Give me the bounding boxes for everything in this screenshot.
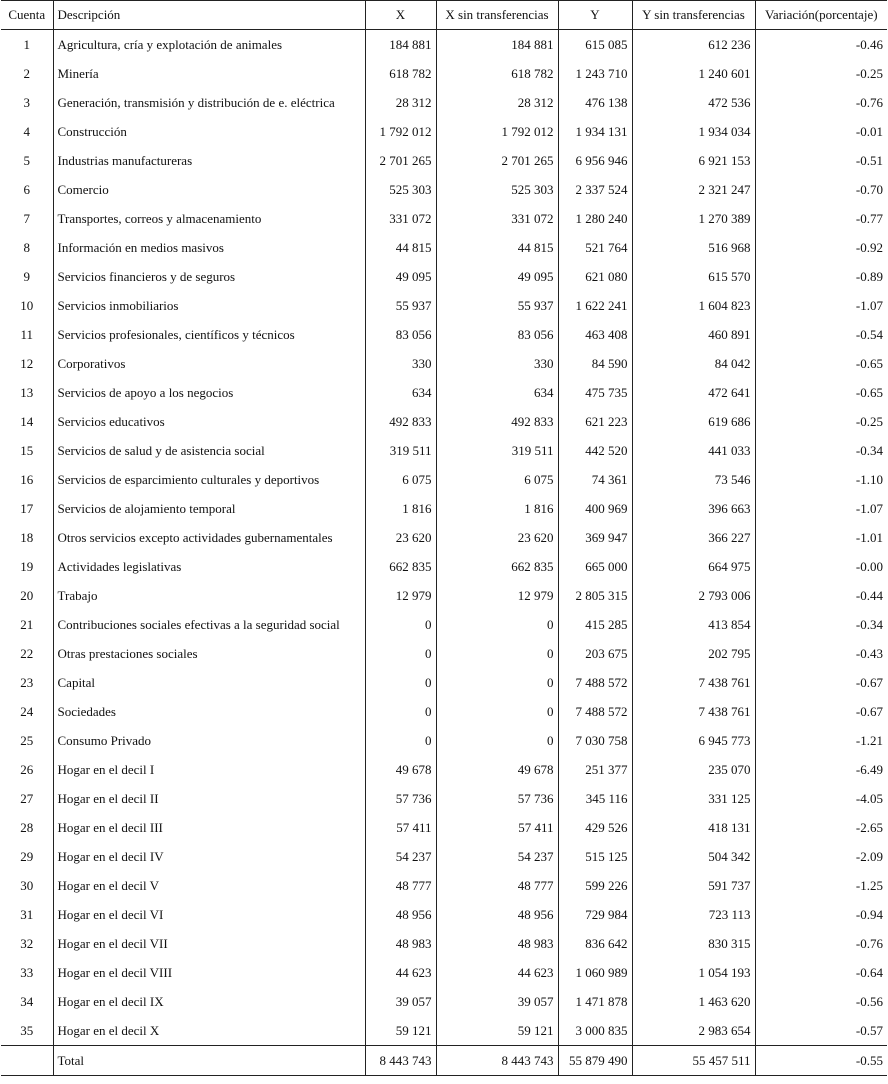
- cell-variacion: -0.57: [755, 1016, 887, 1046]
- total-row: [1, 1046, 887, 1076]
- cell-variacion: -1.07: [755, 494, 887, 523]
- table-row: [1, 697, 887, 726]
- cell-cuenta: 30: [20, 877, 34, 893]
- cell-cuenta: 26: [20, 761, 34, 777]
- cell-y-sin: 84 042: [632, 349, 755, 378]
- total-y-sin: 55 457 511: [632, 1046, 755, 1076]
- cell-variacion: -0.65: [755, 349, 887, 378]
- cell-cuenta: 35: [20, 1022, 34, 1038]
- cell-x-sin: 48 777: [436, 871, 558, 900]
- cell-x-sin: 28 312: [436, 88, 558, 117]
- table-row: [1, 59, 887, 88]
- cell-y-sin: 1 463 620: [632, 987, 755, 1016]
- table-row: [1, 30, 887, 60]
- cell-x: 44 623: [365, 958, 436, 987]
- cell-cuenta: 1: [23, 36, 30, 52]
- cell-y: 400 969: [558, 494, 632, 523]
- cell-cuenta: 10: [20, 297, 34, 313]
- cell-descripcion: Servicios financieros y de seguros: [53, 262, 365, 291]
- cell-cuenta: 32: [20, 935, 34, 951]
- cell-cuenta: 14: [20, 413, 34, 429]
- cell-variacion: -0.67: [755, 697, 887, 726]
- cell-descripcion: Otras prestaciones sociales: [53, 639, 365, 668]
- cell-descripcion: Servicios de esparcimiento culturales y deportivos: [53, 465, 365, 494]
- cell-descripcion: Hogar en el decil X: [53, 1016, 365, 1046]
- table-row: [1, 871, 887, 900]
- cell-cuenta: 31: [20, 906, 34, 922]
- cell-cuenta: 29: [20, 848, 34, 864]
- cell-y-sin: 6 921 153: [632, 146, 755, 175]
- cell-x: 55 937: [365, 291, 436, 320]
- cell-cuenta: 8: [23, 239, 30, 255]
- cell-x-sin: 1 816: [436, 494, 558, 523]
- cell-descripcion: Actividades legislativas: [53, 552, 365, 581]
- cell-y-sin: 418 131: [632, 813, 755, 842]
- cell-x-sin: 59 121: [436, 1016, 558, 1046]
- cell-variacion: -0.01: [755, 117, 887, 146]
- table-row: [1, 349, 887, 378]
- cell-variacion: -2.09: [755, 842, 887, 871]
- cell-x-sin: 525 303: [436, 175, 558, 204]
- cell-variacion: -1.07: [755, 291, 887, 320]
- cell-cuenta: 2: [23, 65, 30, 81]
- cell-y-sin: 591 737: [632, 871, 755, 900]
- cell-cuenta: 12: [20, 355, 34, 371]
- total-x: 8 443 743: [365, 1046, 436, 1076]
- cell-x: 330: [365, 349, 436, 378]
- cell-y: 2 337 524: [558, 175, 632, 204]
- cell-x: 0: [365, 610, 436, 639]
- cell-cuenta: 11: [20, 326, 34, 342]
- cell-y: 84 590: [558, 349, 632, 378]
- cell-variacion: -6.49: [755, 755, 887, 784]
- table-row: [1, 842, 887, 871]
- cell-y: 515 125: [558, 842, 632, 871]
- cell-variacion: -0.51: [755, 146, 887, 175]
- cell-x: 57 736: [365, 784, 436, 813]
- cell-y: 7 488 572: [558, 697, 632, 726]
- total-x-sin: 8 443 743: [436, 1046, 558, 1076]
- table-row: [1, 813, 887, 842]
- cell-cuenta: 13: [20, 384, 34, 400]
- cell-y-sin: 664 975: [632, 552, 755, 581]
- cell-x: 6 075: [365, 465, 436, 494]
- cell-x: 331 072: [365, 204, 436, 233]
- cell-x: 0: [365, 697, 436, 726]
- cell-y-sin: 619 686: [632, 407, 755, 436]
- cell-x: 54 237: [365, 842, 436, 871]
- cell-y: 475 735: [558, 378, 632, 407]
- cell-x-sin: 57 411: [436, 813, 558, 842]
- cell-y-sin: 235 070: [632, 755, 755, 784]
- table-row: [1, 117, 887, 146]
- cell-y: 1 280 240: [558, 204, 632, 233]
- cell-y: 7 488 572: [558, 668, 632, 697]
- cell-descripcion: Hogar en el decil IV: [53, 842, 365, 871]
- cell-x: 48 983: [365, 929, 436, 958]
- cell-cuenta: 16: [20, 471, 34, 487]
- cell-y-sin: 7 438 761: [632, 668, 755, 697]
- header-x: X: [365, 1, 436, 30]
- cell-x: 184 881: [365, 30, 436, 60]
- cell-descripcion: Consumo Privado: [53, 726, 365, 755]
- cell-cuenta: 9: [23, 268, 30, 284]
- header-descripcion: Descripción: [53, 1, 365, 30]
- cell-x-sin: 0: [436, 668, 558, 697]
- cell-cuenta: 22: [20, 645, 34, 661]
- cell-y: 521 764: [558, 233, 632, 262]
- cell-y-sin: 73 546: [632, 465, 755, 494]
- cell-x: 0: [365, 639, 436, 668]
- cell-x: 0: [365, 726, 436, 755]
- cell-x: 12 979: [365, 581, 436, 610]
- total-label: Total: [53, 1046, 365, 1076]
- cell-descripcion: Hogar en el decil VII: [53, 929, 365, 958]
- cell-descripcion: Servicios de apoyo a los negocios: [53, 378, 365, 407]
- cell-x-sin: 48 956: [436, 900, 558, 929]
- header-row: [1, 1, 887, 30]
- cell-variacion: -0.67: [755, 668, 887, 697]
- cell-descripcion: Hogar en el decil VI: [53, 900, 365, 929]
- cell-x-sin: 331 072: [436, 204, 558, 233]
- cell-y: 476 138: [558, 88, 632, 117]
- cell-x-sin: 319 511: [436, 436, 558, 465]
- cell-y: 251 377: [558, 755, 632, 784]
- cell-y: 442 520: [558, 436, 632, 465]
- cell-y: 74 361: [558, 465, 632, 494]
- cell-y: 1 934 131: [558, 117, 632, 146]
- cell-variacion: -0.76: [755, 929, 887, 958]
- cell-cuenta: 25: [20, 732, 34, 748]
- cell-variacion: -0.92: [755, 233, 887, 262]
- cell-descripcion: Minería: [53, 59, 365, 88]
- cell-x-sin: 1 792 012: [436, 117, 558, 146]
- cell-variacion: -0.34: [755, 436, 887, 465]
- table-row: [1, 639, 887, 668]
- cell-variacion: -0.43: [755, 639, 887, 668]
- cell-x: 525 303: [365, 175, 436, 204]
- cell-x: 83 056: [365, 320, 436, 349]
- cell-x: 49 095: [365, 262, 436, 291]
- cell-cuenta: 6: [23, 181, 30, 197]
- cell-descripcion: Hogar en el decil III: [53, 813, 365, 842]
- cell-x-sin: 0: [436, 697, 558, 726]
- cell-x-sin: 48 983: [436, 929, 558, 958]
- cell-cuenta: 24: [20, 703, 34, 719]
- cell-y-sin: 1 270 389: [632, 204, 755, 233]
- table-row: [1, 175, 887, 204]
- cell-x: 48 777: [365, 871, 436, 900]
- table-row: [1, 900, 887, 929]
- cell-cuenta: 4: [23, 123, 30, 139]
- cell-y: 621 080: [558, 262, 632, 291]
- cell-descripcion: Servicios profesionales, científicos y técnicos: [53, 320, 365, 349]
- cell-variacion: -0.25: [755, 59, 887, 88]
- table-row: [1, 1016, 887, 1046]
- cell-variacion: -1.10: [755, 465, 887, 494]
- table-row: [1, 407, 887, 436]
- cell-y-sin: 723 113: [632, 900, 755, 929]
- cell-descripcion: Construcción: [53, 117, 365, 146]
- cell-x: 662 835: [365, 552, 436, 581]
- header-x-sin: X sin transferencias: [436, 1, 558, 30]
- table-row: [1, 204, 887, 233]
- cell-y: 615 085: [558, 30, 632, 60]
- cell-y-sin: 830 315: [632, 929, 755, 958]
- cell-x: 618 782: [365, 59, 436, 88]
- header-cuenta: Cuenta: [1, 1, 53, 30]
- cell-cuenta: 27: [20, 790, 34, 806]
- cell-y: 1 622 241: [558, 291, 632, 320]
- cell-variacion: -0.94: [755, 900, 887, 929]
- cell-y-sin: 516 968: [632, 233, 755, 262]
- table-row: [1, 320, 887, 349]
- cell-y: 3 000 835: [558, 1016, 632, 1046]
- cell-y: 1 243 710: [558, 59, 632, 88]
- cell-variacion: -1.01: [755, 523, 887, 552]
- cell-x-sin: 83 056: [436, 320, 558, 349]
- cell-y-sin: 331 125: [632, 784, 755, 813]
- cell-y-sin: 2 983 654: [632, 1016, 755, 1046]
- table-row: [1, 958, 887, 987]
- table-row: [1, 465, 887, 494]
- cell-y-sin: 2 793 006: [632, 581, 755, 610]
- cell-y-sin: 366 227: [632, 523, 755, 552]
- cell-x-sin: 662 835: [436, 552, 558, 581]
- cell-x-sin: 57 736: [436, 784, 558, 813]
- cell-descripcion: Capital: [53, 668, 365, 697]
- cell-y: 621 223: [558, 407, 632, 436]
- cell-variacion: -1.25: [755, 871, 887, 900]
- cell-descripcion: Servicios inmobiliarios: [53, 291, 365, 320]
- cell-cuenta: 17: [20, 500, 34, 516]
- cell-cuenta: 20: [20, 587, 34, 603]
- table-row: [1, 668, 887, 697]
- data-table: [1, 0, 887, 1076]
- cell-y-sin: 615 570: [632, 262, 755, 291]
- table-row: [1, 88, 887, 117]
- cell-cuenta: 7: [23, 210, 30, 226]
- cell-x-sin: 492 833: [436, 407, 558, 436]
- total-variacion: -0.55: [755, 1046, 887, 1076]
- cell-variacion: -0.25: [755, 407, 887, 436]
- cell-cuenta: 15: [20, 442, 34, 458]
- cell-y: 729 984: [558, 900, 632, 929]
- cell-y-sin: 1 934 034: [632, 117, 755, 146]
- cell-x-sin: 23 620: [436, 523, 558, 552]
- cell-descripcion: Otros servicios excepto actividades gubernamentales: [53, 523, 365, 552]
- cell-y: 415 285: [558, 610, 632, 639]
- cell-cuenta: 18: [20, 529, 34, 545]
- cell-y-sin: 441 033: [632, 436, 755, 465]
- cell-x-sin: 330: [436, 349, 558, 378]
- cell-x: 0: [365, 668, 436, 697]
- cell-x: 1 792 012: [365, 117, 436, 146]
- cell-descripcion: Hogar en el decil IX: [53, 987, 365, 1016]
- table-row: [1, 581, 887, 610]
- cell-cuenta: 3: [23, 94, 30, 110]
- cell-x-sin: 44 623: [436, 958, 558, 987]
- cell-cuenta: 5: [23, 152, 30, 168]
- cell-x-sin: 49 678: [436, 755, 558, 784]
- table-row: [1, 494, 887, 523]
- cell-y: 369 947: [558, 523, 632, 552]
- cell-y-sin: 472 536: [632, 88, 755, 117]
- cell-variacion: -4.05: [755, 784, 887, 813]
- cell-cuenta: 28: [20, 819, 34, 835]
- cell-x-sin: 6 075: [436, 465, 558, 494]
- cell-y-sin: 413 854: [632, 610, 755, 639]
- cell-x: 2 701 265: [365, 146, 436, 175]
- table-row: [1, 523, 887, 552]
- total-y: 55 879 490: [558, 1046, 632, 1076]
- cell-y-sin: 2 321 247: [632, 175, 755, 204]
- cell-y-sin: 472 641: [632, 378, 755, 407]
- cell-y: 599 226: [558, 871, 632, 900]
- cell-x: 59 121: [365, 1016, 436, 1046]
- cell-x-sin: 0: [436, 726, 558, 755]
- cell-y: 665 000: [558, 552, 632, 581]
- cell-variacion: -0.44: [755, 581, 887, 610]
- cell-x: 319 511: [365, 436, 436, 465]
- cell-x: 39 057: [365, 987, 436, 1016]
- cell-variacion: -0.70: [755, 175, 887, 204]
- cell-y-sin: 202 795: [632, 639, 755, 668]
- cell-descripcion: Hogar en el decil I: [53, 755, 365, 784]
- table-row: [1, 784, 887, 813]
- cell-x-sin: 55 937: [436, 291, 558, 320]
- cell-x-sin: 618 782: [436, 59, 558, 88]
- cell-y-sin: 1 604 823: [632, 291, 755, 320]
- cell-descripcion: Comercio: [53, 175, 365, 204]
- cell-x: 634: [365, 378, 436, 407]
- cell-variacion: -1.21: [755, 726, 887, 755]
- header-variacion: Variación(porcentaje): [755, 1, 887, 30]
- cell-x-sin: 634: [436, 378, 558, 407]
- cell-descripcion: Servicios de alojamiento temporal: [53, 494, 365, 523]
- cell-descripcion: Contribuciones sociales efectivas a la seguridad social: [53, 610, 365, 639]
- cell-cuenta: 21: [20, 616, 34, 632]
- cell-descripcion: Industrias manufactureras: [53, 146, 365, 175]
- cell-variacion: -0.76: [755, 88, 887, 117]
- table-row: [1, 436, 887, 465]
- cell-cuenta: 19: [20, 558, 34, 574]
- cell-x-sin: 0: [436, 639, 558, 668]
- cell-x: 23 620: [365, 523, 436, 552]
- cell-x-sin: 2 701 265: [436, 146, 558, 175]
- header-y-sin: Y sin transferencias: [632, 1, 755, 30]
- header-y: Y: [558, 1, 632, 30]
- cell-variacion: -0.64: [755, 958, 887, 987]
- cell-x-sin: 49 095: [436, 262, 558, 291]
- cell-x-sin: 184 881: [436, 30, 558, 60]
- cell-y: 6 956 946: [558, 146, 632, 175]
- cell-variacion: -0.00: [755, 552, 887, 581]
- cell-y-sin: 6 945 773: [632, 726, 755, 755]
- cell-y: 429 526: [558, 813, 632, 842]
- cell-descripcion: Información en medios masivos: [53, 233, 365, 262]
- cell-y-sin: 7 438 761: [632, 697, 755, 726]
- cell-variacion: -0.46: [755, 30, 887, 60]
- cell-descripcion: Servicios de salud y de asistencia social: [53, 436, 365, 465]
- table-row: [1, 929, 887, 958]
- cell-y: 1 471 878: [558, 987, 632, 1016]
- table-row: [1, 378, 887, 407]
- table-row: [1, 552, 887, 581]
- table-row: [1, 755, 887, 784]
- cell-descripcion: Corporativos: [53, 349, 365, 378]
- cell-variacion: -0.65: [755, 378, 887, 407]
- cell-cuenta: 23: [20, 674, 34, 690]
- cell-y: 1 060 989: [558, 958, 632, 987]
- cell-y-sin: 1 054 193: [632, 958, 755, 987]
- cell-y: 2 805 315: [558, 581, 632, 610]
- cell-y-sin: 1 240 601: [632, 59, 755, 88]
- cell-variacion: -0.34: [755, 610, 887, 639]
- cell-descripcion: Trabajo: [53, 581, 365, 610]
- cell-descripcion: Servicios educativos: [53, 407, 365, 436]
- table-row: [1, 726, 887, 755]
- cell-x-sin: 0: [436, 610, 558, 639]
- cell-y: 345 116: [558, 784, 632, 813]
- cell-y: 463 408: [558, 320, 632, 349]
- cell-y-sin: 504 342: [632, 842, 755, 871]
- cell-y: 7 030 758: [558, 726, 632, 755]
- cell-x-sin: 12 979: [436, 581, 558, 610]
- cell-descripcion: Agricultura, cría y explotación de animales: [53, 30, 365, 60]
- cell-variacion: -0.77: [755, 204, 887, 233]
- cell-x-sin: 44 815: [436, 233, 558, 262]
- cell-variacion: -0.56: [755, 987, 887, 1016]
- cell-cuenta: 34: [20, 993, 34, 1009]
- cell-y: 203 675: [558, 639, 632, 668]
- cell-y-sin: 396 663: [632, 494, 755, 523]
- cell-y-sin: 460 891: [632, 320, 755, 349]
- cell-x: 57 411: [365, 813, 436, 842]
- cell-x-sin: 39 057: [436, 987, 558, 1016]
- cell-x: 44 815: [365, 233, 436, 262]
- total-cuenta: [1, 1046, 53, 1076]
- cell-descripcion: Hogar en el decil II: [53, 784, 365, 813]
- cell-x: 48 956: [365, 900, 436, 929]
- table-row: [1, 291, 887, 320]
- cell-variacion: -2.65: [755, 813, 887, 842]
- cell-variacion: -0.54: [755, 320, 887, 349]
- table-row: [1, 146, 887, 175]
- table-row: [1, 610, 887, 639]
- cell-x: 49 678: [365, 755, 436, 784]
- cell-descripcion: Generación, transmisión y distribución de e. eléctrica: [53, 88, 365, 117]
- cell-descripcion: Hogar en el decil VIII: [53, 958, 365, 987]
- table-row: [1, 233, 887, 262]
- table-row: [1, 262, 887, 291]
- cell-x-sin: 54 237: [436, 842, 558, 871]
- table-row: [1, 987, 887, 1016]
- cell-y-sin: 612 236: [632, 30, 755, 60]
- cell-x: 492 833: [365, 407, 436, 436]
- cell-cuenta: 33: [20, 964, 34, 980]
- cell-x: 1 816: [365, 494, 436, 523]
- cell-variacion: -0.89: [755, 262, 887, 291]
- cell-y: 836 642: [558, 929, 632, 958]
- cell-descripcion: Sociedades: [53, 697, 365, 726]
- cell-descripcion: Transportes, correos y almacenamiento: [53, 204, 365, 233]
- cell-x: 28 312: [365, 88, 436, 117]
- cell-descripcion: Hogar en el decil V: [53, 871, 365, 900]
